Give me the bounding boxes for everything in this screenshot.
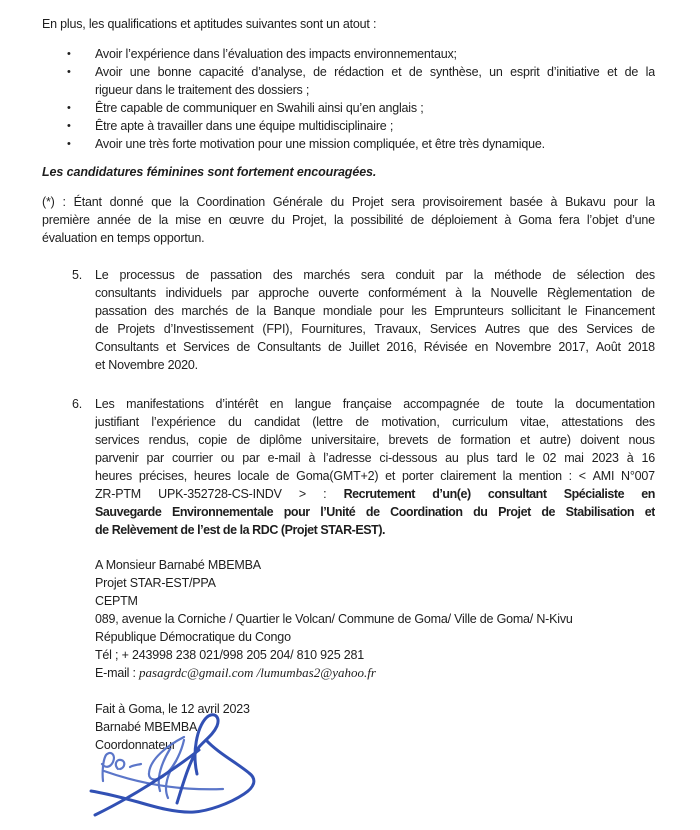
word: (FPI), — [262, 322, 293, 336]
word: : — [568, 469, 572, 483]
word: justifiant — [95, 415, 139, 429]
word: d’analyse, — [251, 65, 306, 79]
word: et — [644, 505, 655, 519]
word: clairement — [440, 469, 496, 483]
word: la — [502, 469, 512, 483]
word: approche — [258, 286, 309, 300]
word: de — [137, 213, 152, 227]
word: de — [408, 65, 423, 79]
text-line — [95, 700, 655, 718]
word: Juillet — [348, 340, 380, 354]
text-segment: et Novembre 2020. — [95, 358, 198, 372]
word: la — [333, 213, 344, 227]
word: locale — [237, 469, 270, 483]
word: sera — [360, 268, 385, 282]
word: Consultants — [257, 340, 321, 354]
word: : — [62, 195, 66, 209]
text-line — [42, 229, 655, 247]
word: première — [42, 213, 90, 227]
word: et — [165, 340, 176, 354]
word: 2023 — [591, 451, 619, 465]
word: individuels — [165, 286, 222, 300]
bullet-item — [42, 135, 655, 153]
text-segment: CEPTM — [95, 594, 138, 608]
word: motivation, — [381, 415, 440, 429]
word: mise — [175, 213, 201, 227]
word: plus — [466, 451, 489, 465]
text-line — [95, 413, 655, 431]
word: par — [146, 451, 164, 465]
word: par — [242, 451, 260, 465]
word: que — [528, 322, 550, 336]
word: Générale — [272, 195, 323, 209]
word: Stabilisation — [565, 505, 635, 519]
word: Sauvegarde — [95, 505, 162, 519]
text-line — [95, 664, 655, 682]
word: ZR-PTM — [95, 487, 142, 501]
text-line — [42, 193, 655, 211]
word: : — [323, 487, 327, 501]
word: Bukavu — [565, 195, 606, 209]
word: d’intérêt — [215, 397, 259, 411]
word: brevets — [388, 433, 429, 447]
word: Étant — [73, 195, 102, 209]
word: basée — [509, 195, 543, 209]
bullet-item — [42, 63, 655, 99]
word: Emprunteurs — [434, 304, 504, 318]
bullet-item — [42, 99, 655, 117]
word: pour — [283, 505, 310, 519]
word: mondiale — [322, 304, 372, 318]
word: Services — [183, 340, 230, 354]
word: ouverte — [318, 286, 359, 300]
text-segment: Fait à Goma, le 12 avril 2023 — [95, 702, 250, 716]
bullet-marker: • — [67, 48, 71, 60]
text-line — [95, 574, 655, 592]
word: méthode — [494, 268, 542, 282]
word: Révisée — [423, 340, 468, 354]
text-line — [95, 628, 655, 646]
text-segment: Projet STAR-EST/PPA — [95, 576, 216, 590]
word: porter — [401, 469, 434, 483]
text-segment: pasagrdc@gmail.com /lumumbas2@yahoo.fr — [139, 665, 376, 680]
word: l’Unité — [320, 505, 356, 519]
bullet-text — [95, 117, 655, 135]
bullet-item — [42, 45, 655, 63]
word: (lettre — [312, 415, 343, 429]
word: Août — [595, 340, 621, 354]
word: heures — [95, 469, 133, 483]
word: vitae, — [520, 415, 549, 429]
intro-line: En plus, les qualifications et aptitudes suivantes sont un atout : — [42, 17, 377, 31]
word: e-mail — [267, 451, 301, 465]
text-line — [95, 284, 655, 302]
word: déploiement — [431, 213, 498, 227]
word: sollicitant — [511, 304, 561, 318]
word: la — [554, 397, 564, 411]
word: de — [328, 340, 342, 354]
word: 16 — [641, 451, 655, 465]
word: Novembre — [495, 340, 552, 354]
word: sélection — [576, 268, 625, 282]
word: Projet — [351, 195, 384, 209]
text-segment: République Démocratique du Congo — [95, 630, 291, 644]
word: 2017, — [558, 340, 589, 354]
word: des — [557, 322, 578, 336]
word: consultant — [487, 487, 547, 501]
word: formation — [460, 433, 511, 447]
word: du — [473, 505, 488, 519]
word: langue — [294, 397, 332, 411]
word: de — [355, 415, 369, 429]
word: d’Investissement — [163, 322, 254, 336]
text-line — [95, 736, 655, 754]
word: du — [228, 415, 242, 429]
text-line — [95, 467, 655, 485]
word: la — [179, 195, 189, 209]
word: manifestations — [126, 397, 204, 411]
word: mai — [564, 451, 584, 465]
word: de — [236, 433, 251, 447]
word: attestations — [561, 415, 623, 429]
word: de — [313, 65, 327, 79]
text-segment: évaluation en temps opportun. — [42, 231, 205, 245]
bullet-item — [42, 117, 655, 135]
text-line — [95, 431, 655, 449]
text-line — [95, 503, 655, 521]
text-line — [95, 320, 655, 338]
text-segment: Barnabé MBEMBA — [95, 720, 198, 734]
text-line — [95, 356, 655, 374]
word: de — [624, 65, 639, 79]
text-line — [95, 395, 655, 413]
word: consultants — [95, 286, 157, 300]
word: Fournitures, — [301, 322, 366, 336]
word: 02 — [542, 451, 557, 465]
word: et — [520, 433, 531, 447]
word: la — [473, 268, 484, 282]
word: synthèse, — [429, 65, 482, 79]
word: ci-dessous — [379, 451, 438, 465]
word: des — [635, 268, 655, 282]
word: des — [635, 415, 655, 429]
word: une — [129, 65, 151, 79]
qualification-bullet-list — [42, 45, 655, 153]
item-5-paragraph — [95, 266, 655, 374]
word: esprit — [510, 65, 540, 79]
word: des — [154, 304, 174, 318]
word: bonne — [157, 65, 192, 79]
word: rédaction — [334, 65, 384, 79]
text-line — [42, 211, 655, 229]
word: un — [489, 65, 503, 79]
word: (*) — [42, 195, 55, 209]
text-segment: Être apte à travailler dans une équipe multidisciplinaire ; — [95, 119, 394, 133]
word: des — [272, 268, 293, 282]
word: services — [95, 433, 140, 447]
word: provisoirement — [422, 195, 502, 209]
text-line — [95, 302, 655, 320]
item-6-paragraph — [95, 395, 655, 539]
text-segment: rigueur dans le traitement des dossiers ; — [95, 83, 310, 97]
bullet-text — [95, 135, 655, 153]
word: du — [330, 195, 345, 209]
word: Services — [586, 322, 633, 336]
text-segment: E-mail : — [95, 666, 140, 680]
word: française — [342, 397, 392, 411]
word: ou — [220, 451, 235, 465]
word: marchés — [303, 268, 350, 282]
word: universitaire, — [311, 433, 380, 447]
word: en — [208, 213, 222, 227]
word: de — [641, 322, 655, 336]
word: toute — [516, 397, 543, 411]
word: de — [95, 322, 109, 336]
word: curriculum — [452, 415, 508, 429]
text-segment: Tél ; + 243998 238 021/998 205 204/ 810 925 281 — [95, 648, 364, 662]
word: d’initiative — [547, 65, 600, 79]
word: 2016, — [386, 340, 417, 354]
word: le — [567, 304, 578, 318]
word: autre) — [539, 433, 571, 447]
closing-block — [95, 700, 655, 754]
footnote-paragraph — [42, 193, 655, 247]
bullet-marker: • — [67, 66, 71, 78]
word: UPK-352728-CS-INDV — [158, 487, 282, 501]
word: < — [578, 469, 586, 483]
word: année — [96, 213, 131, 227]
word: doivent — [580, 433, 620, 447]
word: la — [645, 65, 655, 79]
word: parvenir — [95, 451, 139, 465]
bullet-text — [95, 45, 655, 63]
word: d’une — [625, 213, 655, 227]
word: capacité — [198, 65, 244, 79]
word: copie — [198, 433, 228, 447]
word: passation — [95, 304, 147, 318]
word: de — [410, 213, 424, 227]
word: candidat — [254, 415, 300, 429]
word: en — [641, 487, 655, 501]
text-line — [95, 718, 655, 736]
text-segment: Avoir l’expérience dans l’évaluation des impacts environnementaux; — [95, 47, 457, 61]
word: de — [185, 268, 200, 282]
numbered-item-6 — [42, 395, 655, 539]
word: Banque — [273, 304, 316, 318]
word: à — [550, 195, 558, 209]
word: et — [385, 469, 396, 483]
word: Spécialiste — [563, 487, 625, 501]
item-number: 6. — [72, 397, 83, 411]
address-block — [95, 556, 655, 682]
word: > — [298, 487, 306, 501]
word: d’un(e) — [432, 487, 471, 501]
word: Environnementale — [171, 505, 274, 519]
word: l’adresse — [323, 451, 372, 465]
word: accompagnée — [403, 397, 480, 411]
word: Nouvelle — [490, 286, 538, 300]
word: Recrutement — [343, 487, 416, 501]
word: à — [308, 451, 316, 465]
text-line — [95, 646, 655, 664]
text-line — [95, 135, 655, 153]
word: l’objet — [586, 213, 619, 227]
word: Avoir — [95, 65, 123, 79]
word: de — [365, 505, 380, 519]
text-line — [95, 81, 655, 99]
word: par — [445, 268, 463, 282]
word: Le — [95, 268, 109, 282]
text-segment: Être capable de communiquer en Swahili ainsi qu’en anglais ; — [95, 101, 424, 115]
word: Coordination — [196, 195, 265, 209]
word: donné — [109, 195, 144, 209]
word: à — [504, 213, 512, 227]
text-line — [95, 266, 655, 284]
text-line — [95, 610, 655, 628]
word: la — [645, 195, 655, 209]
word: marchés — [181, 304, 228, 318]
text-segment: A Monsieur Barnabé MBEMBA — [95, 558, 261, 572]
text-line — [95, 449, 655, 467]
word: Goma(GMT+2) — [296, 469, 379, 483]
text-line — [95, 556, 655, 574]
word: heures — [193, 469, 231, 483]
word: Consultants — [95, 340, 159, 354]
word: au — [445, 451, 459, 465]
bullet-text — [95, 63, 655, 99]
word: Projet, — [291, 213, 327, 227]
word: à — [626, 451, 634, 465]
word: du — [271, 213, 285, 227]
word: fera — [558, 213, 580, 227]
text-line — [95, 99, 655, 117]
word: Coordination — [390, 505, 463, 519]
text-line — [95, 45, 655, 63]
word: en — [474, 340, 489, 354]
bullet-marker: • — [67, 120, 71, 132]
word: AMI — [592, 469, 615, 483]
word: pour — [613, 195, 638, 209]
bullet-marker: • — [67, 138, 71, 150]
word: 2018 — [627, 340, 655, 354]
bullet-marker: • — [67, 102, 71, 114]
word: Règlementation — [547, 286, 632, 300]
word: N°007 — [621, 469, 655, 483]
word: conformément — [368, 286, 446, 300]
word: de — [641, 286, 655, 300]
numbered-item-5 — [42, 266, 655, 374]
word: Financement — [584, 304, 655, 318]
word: nous — [628, 433, 655, 447]
text-line — [95, 592, 655, 610]
text-segment: de Relèvement de l’est de la RDC (Projet STAR-EST). — [95, 523, 386, 537]
word: de — [275, 469, 290, 483]
word: la — [256, 304, 266, 318]
text-line — [95, 117, 655, 135]
word: mention — [518, 469, 562, 483]
word: de — [491, 397, 505, 411]
word: de — [437, 433, 452, 447]
word: par — [231, 286, 249, 300]
word: la — [158, 213, 169, 227]
word: diplôme — [259, 433, 302, 447]
word: l’expérience — [151, 415, 216, 429]
text-line — [95, 521, 655, 539]
word: processus — [119, 268, 175, 282]
word: et — [607, 65, 618, 79]
word: Travaux, — [374, 322, 421, 336]
text-segment: 089, avenue la Corniche / Quartier le Volcan/ Commune de Goma/ Ville de Goma/ N-Kivu — [95, 612, 573, 626]
text-line — [95, 338, 655, 356]
word: sera — [391, 195, 415, 209]
word: conduit — [395, 268, 435, 282]
word: Projet — [498, 505, 531, 519]
word: Goma — [518, 213, 552, 227]
word: et — [391, 65, 402, 79]
word: tard — [496, 451, 518, 465]
word: précises, — [138, 469, 188, 483]
bullet-text — [95, 99, 655, 117]
word: passation — [210, 268, 262, 282]
word: de — [552, 268, 566, 282]
word: Services — [429, 322, 477, 336]
text-segment: Coordonnateur — [95, 738, 176, 752]
word: documentation — [575, 397, 655, 411]
word: pour — [379, 304, 404, 318]
word: Autres — [485, 322, 520, 336]
word: œuvre — [228, 213, 264, 227]
word: Les — [95, 397, 115, 411]
word: courrier — [171, 451, 213, 465]
word: en — [269, 397, 284, 411]
word: la — [471, 286, 481, 300]
emphasis-line: Les candidatures féminines sont fortement encouragées. — [42, 165, 377, 179]
item-number: 5. — [72, 268, 83, 282]
word: rendus, — [148, 433, 189, 447]
word: de — [236, 340, 251, 354]
text-segment: Avoir une très forte motivation pour une mission compliquée, et être très dynamique. — [95, 137, 545, 151]
text-line — [95, 485, 655, 503]
word: Projets — [117, 322, 155, 336]
text-line — [95, 63, 655, 81]
word: que — [151, 195, 172, 209]
word: le — [525, 451, 535, 465]
word: à — [455, 286, 463, 300]
word: les — [411, 304, 427, 318]
word: de — [235, 304, 249, 318]
word: possibilité — [350, 213, 404, 227]
word: de — [541, 505, 556, 519]
